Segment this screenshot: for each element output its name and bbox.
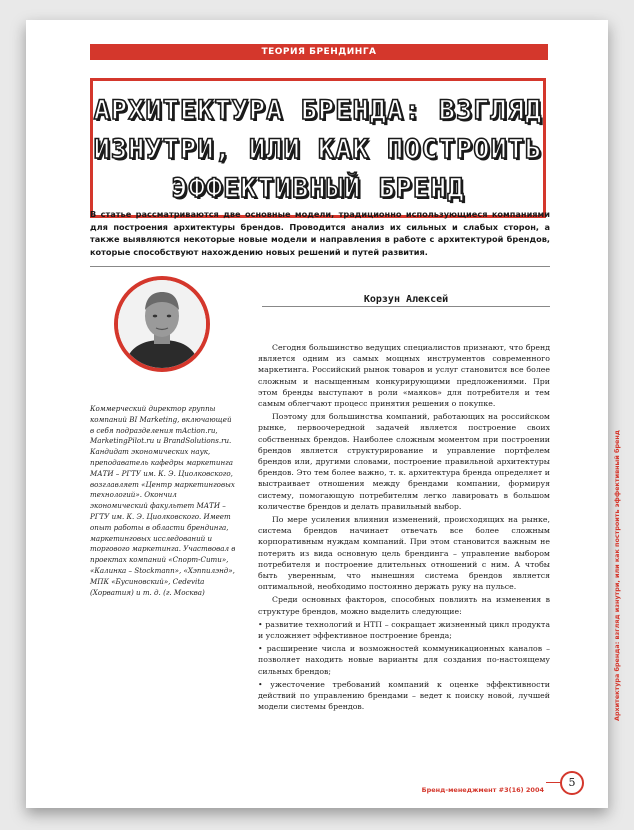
paragraph: По мере усиления влияния изменений, происходящих на рынке, система брендов начинает отвечать все более сложным корпоративным нуждам компаний. При этом становится важным не потерять из вида основную цель брендинга – управление выбором потребителя и построение длительных отношений с ним. А чтобы быть уверенным, что нынешняя система брендов является оптимальной, необходимо постоянно держать руку на пульсе. — [258, 515, 550, 592]
section-header: ТЕОРИЯ БРЕНДИНГА — [90, 44, 548, 60]
paragraph: Среди основных факторов, способных повлиять на изменения в структуре брендов, можно выделить следующие: — [258, 595, 550, 616]
magazine-page — [26, 20, 621, 808]
author-portrait-icon — [118, 280, 206, 368]
list-item: • развитие технологий и НТП – сокращает жизненный цикл продукта и усложняет эффективное построение бренда; — [258, 619, 550, 641]
paragraph: Сегодня большинство ведущих специалистов признают, что бренд является одним из самых мощных инструментов современного маркетинга. Российский рынок товаров и услуг становится все более сложным и насыщенным конкурирующими предложениями. При этом бренды выступают в роли «маяков» для потребителя и тем самым облегчают процесс принятия решения о покупке. — [258, 343, 550, 409]
author-photo — [114, 276, 210, 372]
author-bio: Коммерческий директор группы компаний BI Marketing, включающей в себя подразделения mAction.ru, MarketingPilot.ru и BrandSolutions.ru. Кандидат экономических наук, преподаватель кафедры маркетинга МАТИ – РГТУ им. К. Э. Циолковского, возглавляет «Центр маркетинговых технологий». Окончил экономический факультет МАТИ – РГТУ им. К. Э. Циолковского. Имеет опыт работы в области брендинга, маркетинговых исследований и торгового маркетинга. Участвовал в проектах компаний «Спорт-Сити», «Калинка – Stockmann», «Хэппилэнд», МПК «Бусиновский», Cedevita (Хорватия) и т. д. (г. Москва) — [90, 404, 236, 597]
article-title: АРХИТЕКТУРА БРЕНДА: ВЗГЛЯД ИЗНУТРИ, ИЛИ КАК ПОСТРОИТЬ ЭФФЕКТИВНЫЙ БРЕНД — [93, 95, 543, 204]
article-body — [258, 342, 550, 713]
side-caption — [612, 428, 622, 728]
list-item: • ужесточение требований компаний к оценке эффективности действий по управлению брендами – ведет к поиску новой, лучшей модели системы брендов. — [258, 679, 550, 712]
title-frame — [90, 78, 546, 218]
paragraph: Поэтому для большинства компаний, работающих на российском рынке, первоочередной задачей является построение своих собственных брендов. Наиболее сложным моментом при построении брендов является структурирование и управление портфелем брендов или, другими словами, построение правильной архитектуры брендов. Это тем более важно, т. к. архитектура бренда определяет и выстраивает отношения между брендами компании, формируя систему, помогающую потребителям легко лавировать в большом количестве брендов и делать правильный выбор. — [258, 412, 550, 511]
footer-journal: Бренд-менеджмент #3(16) 2004 — [421, 786, 544, 794]
divider — [90, 266, 550, 267]
page-number: 5 — [560, 771, 584, 795]
article-lead: В статье рассматриваются две основные модели, традиционно использующиеся компаниями для построения архитектуры брендов. Проводится анализ их сильных и слабых сторон, а также выявляются некоторые новые модели и направления в работе с архитектурой брендов, которые способствуют нахождению новых решений и путей развития. — [90, 209, 550, 257]
side-caption-text: Архитектура бренда: взгляд изнутри, или как построить эффективный бренд — [613, 430, 621, 721]
author-name: Корзун Алексей — [363, 294, 449, 305]
list-item: • расширение числа и возможностей коммуникационных каналов – позволяет находить новые варианты для создания по-настоящему сильных брендов; — [258, 644, 550, 676]
author-divider — [262, 306, 550, 307]
